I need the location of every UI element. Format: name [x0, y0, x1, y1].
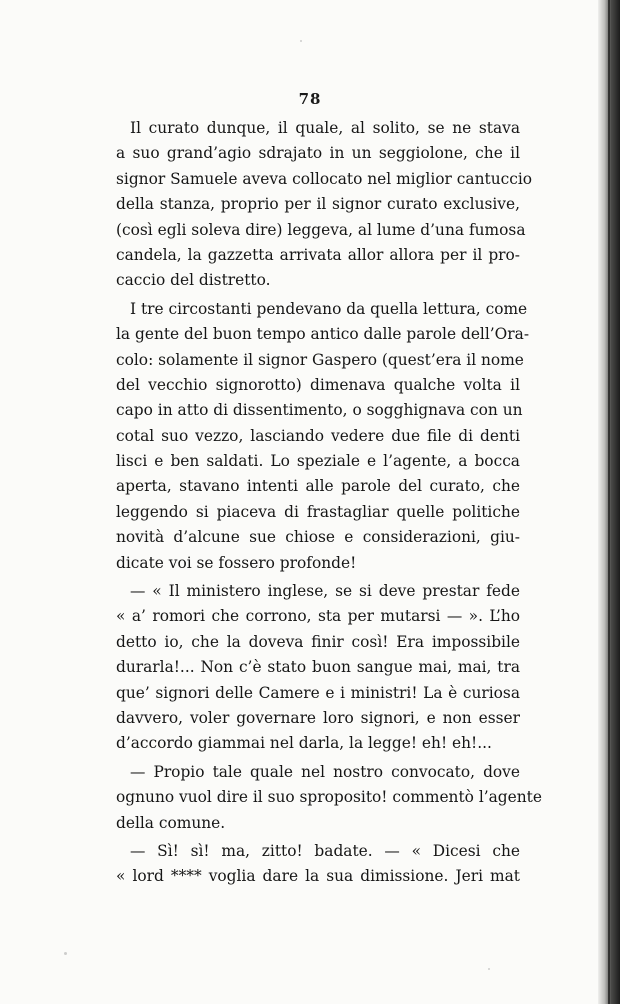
- text-line: — Sì! sì! ma, zitto! badate. — « Dicesi che: [130, 841, 520, 860]
- text-line: — « Il ministero inglese, se si deve prestar fede: [130, 582, 520, 601]
- text-line: « a’ romori che corrono, sta per mutarsi — ». L’ho: [116, 607, 520, 626]
- text-line: capo in atto di dissentimento, o sogghignava con un: [116, 401, 523, 420]
- scan-speck: [64, 952, 67, 955]
- text-line: della stanza, proprio per il signor curato exclusive,: [116, 195, 520, 214]
- page-binding-line: [608, 0, 610, 1004]
- text-line: dicate voi se fossero profonde!: [116, 553, 357, 572]
- text-line: della comune.: [116, 813, 226, 832]
- page-number: 78: [298, 90, 322, 108]
- text-line: la gente del buon tempo antico dalle parole dell’Ora-: [116, 325, 530, 344]
- text-line: cotal suo vezzo, lasciando vedere due file di denti: [116, 426, 520, 445]
- text-line: davvero, voler governare loro signori, e non esser: [116, 708, 520, 727]
- text-line: novità d’alcune sue chiose e considerazioni, giu-: [116, 528, 520, 547]
- body-text: [116, 116, 542, 890]
- text-line: lisci e ben saldati. Lo speziale e l’agente, a bocca: [116, 452, 520, 471]
- text-line: Il curato dunque, il quale, al solito, se ne stava: [130, 119, 520, 137]
- text-line: I tre circostanti pendevano da quella lettura, come: [130, 299, 528, 318]
- text-line: caccio del distretto.: [116, 271, 271, 290]
- text-line: durarla!... Non c’è stato buon sangue mai, mai, tra: [116, 658, 520, 677]
- text-line: (così egli soleva dire) leggeva, al lume d’una fumosa: [116, 220, 526, 239]
- text-line: — Propio tale quale nel nostro convocato, dove: [130, 762, 520, 781]
- text-line: a suo grand’agio sdrajato in un seggiolone, che il: [116, 144, 520, 163]
- text-line: leggendo si piaceva di frastagliar quelle politiche: [116, 502, 520, 521]
- scan-speck: [488, 968, 490, 970]
- text-line: signor Samuele aveva collocato nel miglior cantuccio: [116, 169, 533, 188]
- scan-speck: [300, 40, 302, 42]
- text-line: candela, la gazzetta arrivata allor allora per il pro-: [116, 245, 520, 264]
- text-line: que’ signori delle Camere e i ministri! La è curiosa: [116, 683, 520, 702]
- text-line: d’accordo giammai nel darla, la legge! eh! eh!...: [116, 734, 492, 753]
- text-line: ognuno vuol dire il suo sproposito! commentò l’agente: [116, 788, 542, 807]
- text-line: colo: solamente il signor Gaspero (quest’era il nome: [116, 350, 524, 369]
- text-line: detto io, che la doveva finir così! Era impossibile: [116, 632, 520, 651]
- text-line: « lord **** voglia dare la sua dimissione. Jeri mat: [116, 867, 520, 886]
- text-line: del vecchio signorotto) dimenava qualche volta il: [116, 375, 520, 394]
- text-line: aperta, stavano intenti alle parole del curato, che: [116, 477, 520, 496]
